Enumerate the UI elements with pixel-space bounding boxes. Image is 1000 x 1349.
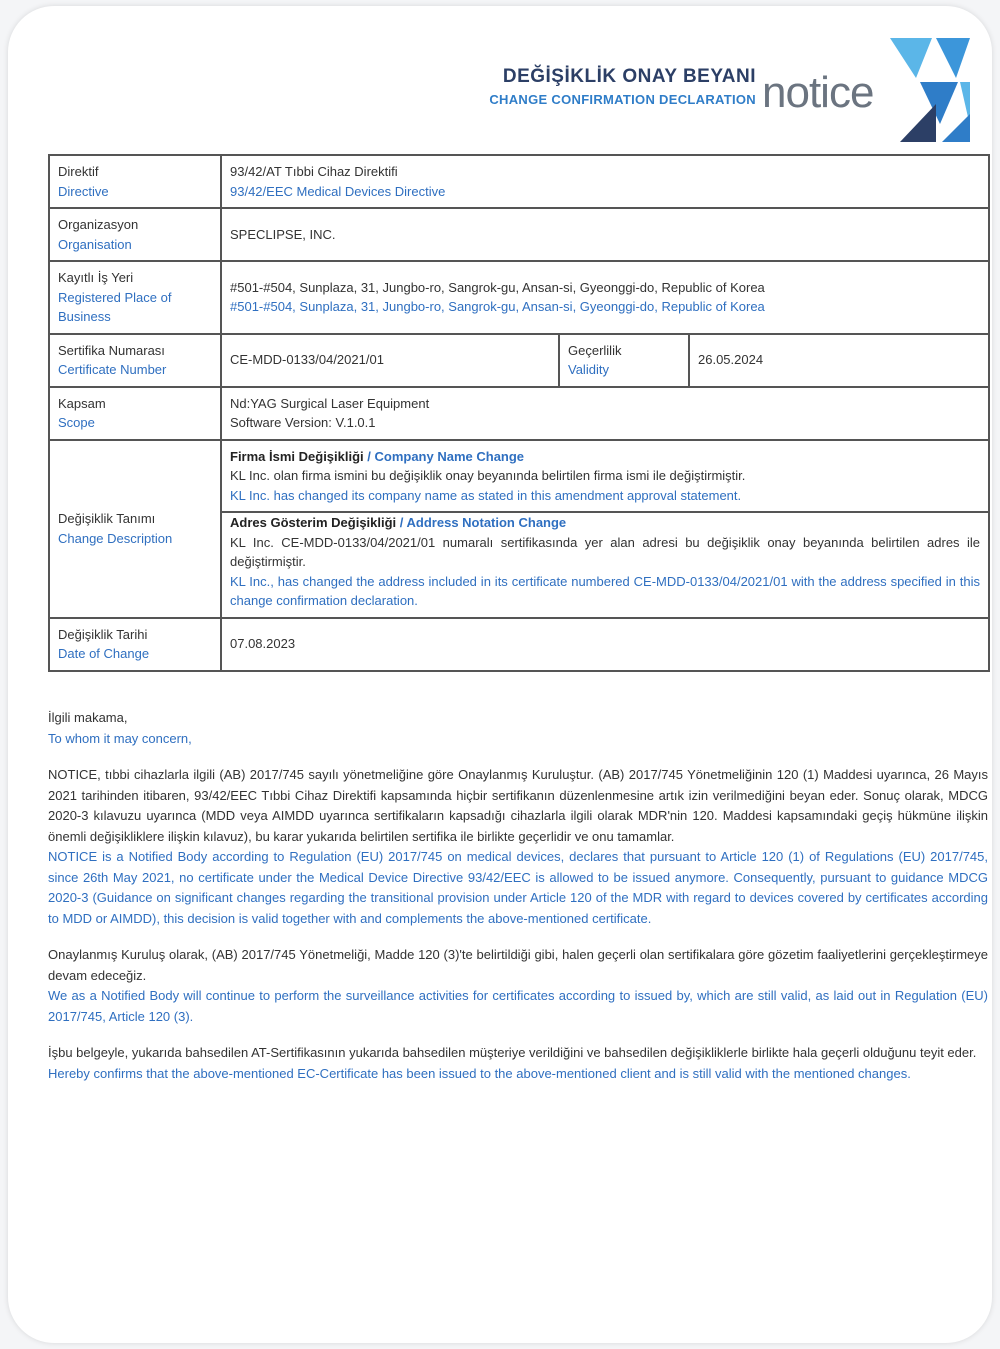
value-validity — [689, 334, 989, 387]
label-en: Organisation — [58, 236, 132, 252]
value-date-of-change — [221, 618, 989, 671]
text-tr: KL Inc. olan firma ismini bu değişiklik onay beyanında belirtilen firma ismi ile değiştirmiştir. — [230, 468, 746, 483]
logo-text: notice — [762, 68, 874, 117]
heading-en: Address Notation Change — [406, 515, 567, 530]
company-name-change — [222, 441, 988, 514]
heading-separator: / — [363, 448, 375, 464]
label-tr: Sertifika Numarası — [58, 342, 165, 358]
paragraph-confirmation — [48, 1043, 988, 1084]
document-header — [489, 66, 756, 107]
paragraph-en: We as a Notified Body will continue to perform the surveillance activities for certificates according to issued by, which are still valid, as laid out in Regulation (EU) 2017/745, Article 120 (3). — [48, 988, 988, 1024]
label-scope — [49, 387, 221, 440]
paragraph-notice — [48, 765, 988, 929]
value-registered-place — [221, 261, 989, 334]
value-tr: #501-#504, Sunplaza, 31, Jungbo-ro, Sangrok-gu, Ansan-si, Gyeonggi-do, Republic of Korea — [230, 279, 765, 295]
label-en: Change Description — [58, 530, 173, 546]
label-tr: Direktif — [58, 164, 99, 179]
label-change-description — [49, 440, 221, 618]
label-en: Certificate Number — [58, 362, 167, 377]
row-date-of-change — [49, 618, 989, 671]
greeting-tr: İlgili makama, — [48, 710, 128, 725]
document-sheet — [8, 6, 992, 1343]
paragraph-tr: NOTICE, tıbbi cihazlarla ilgili (AB) 2017/745 sayılı yönetmeliğine göre Onaylanmış Kuruluştur. (AB) 2017/745 Yönetmeliğinin 120 (1) Maddesi uyarınca, 26 Mayıs 2021 tarihinden itibaren, 93/42/EEC Tıbbi Cihaz Direktifi kapsamında hiçbir sertifikanın düzenlenmesine artık izin verilmediğini beyan eder. Sonuç olarak, MDCG 2020-3 kılavuzu uyarınca (MDD veya AIMDD uyarınca sertifikaların kapsadığı cihazlarla ilgili olarak MDR'nin 120. Maddesi kapsamındaki geçiş hükmüne ilişkin önemli değişikliklere ilişkin kılavuz), bu karar yukarıda belirtilen sertifika ile birlikte geçerlidir ve onu tamamlar. — [48, 767, 988, 844]
label-en: Directive — [58, 183, 109, 199]
paragraph-surveillance — [48, 945, 988, 1027]
text-tr: KL Inc. CE-MDD-0133/04/2021/01 numaralı sertifikasında yer alan adresi bu değişiklik onay beyanında belirtilen adres ile değiştirmiştir. — [230, 534, 981, 569]
row-scope — [49, 387, 989, 440]
text-en: KL Inc., has changed the address included in its certificate numbered CE-MDD-0133/04/2021/01 with the address specified in this change confirmation declaration. — [230, 573, 981, 608]
text-en: KL Inc. has changed its company name as stated in this amendment approval statement. — [230, 487, 742, 503]
greeting — [48, 708, 988, 749]
label-en: Registered Place of Business — [58, 289, 172, 324]
label-date-of-change — [49, 618, 221, 671]
heading-tr: Adres Gösterim Değişikliği — [230, 515, 397, 530]
label-directive — [49, 155, 221, 208]
change-date: 07.08.2023 — [230, 636, 296, 652]
paragraph-en: Hereby confirms that the above-mentioned EC-Certificate has been issued to the above-mentioned client and is still valid with the mentioned changes. — [48, 1065, 911, 1081]
value-scope — [221, 387, 989, 440]
row-directive — [49, 155, 989, 208]
label-tr: Organizasyon — [58, 217, 139, 232]
value-en: #501-#504, Sunplaza, 31, Jungbo-ro, Sangrok-gu, Ansan-si, Gyeonggi-do, Republic of Korea — [230, 299, 765, 315]
greeting-en: To whom it may concern, — [48, 730, 192, 746]
value-change-description — [221, 440, 989, 618]
heading-en: Company Name Change — [374, 448, 525, 464]
value-en: 93/42/EEC Medical Devices Directive — [230, 183, 446, 199]
row-organisation — [49, 208, 989, 261]
certificate-number: CE-MDD-0133/04/2021/01 — [230, 352, 384, 368]
organisation-name: SPECLIPSE, INC. — [230, 226, 336, 242]
label-validity — [559, 334, 689, 387]
label-en: Validity — [568, 362, 609, 377]
paragraph-tr: İşbu belgeyle, yukarıda bahsedilen AT-Sertifikasının yukarıda bahsedilen müşteriye verildiğini ve bahsedilen değişikliklerle birlikte hala geçerli olduğunu teyit eder. — [48, 1045, 977, 1061]
certificate-info-table — [48, 154, 990, 672]
row-registered-place — [49, 261, 989, 334]
label-en: Scope — [58, 415, 95, 430]
address-notation-change — [222, 507, 988, 617]
title-turkish: DEĞİŞİKLİK ONAY BEYANI — [502, 66, 756, 87]
label-tr: Değişiklik Tanımı — [58, 511, 156, 526]
title-english: CHANGE CONFIRMATION DECLARATION — [489, 92, 756, 107]
heading-tr: Firma İsmi Değişikliği — [230, 448, 364, 464]
label-certificate-number — [49, 334, 221, 387]
row-certificate — [49, 334, 989, 387]
label-tr: Kapsam — [58, 395, 106, 411]
label-tr: Geçerlilik — [568, 342, 622, 358]
logo-triangles-icon — [886, 34, 972, 144]
validity-date: 26.05.2024 — [698, 352, 764, 368]
label-en: Date of Change — [58, 646, 150, 661]
paragraph-en: NOTICE is a Notified Body according to Regulation (EU) 2017/745 on medical devices, declares that pursuant to Article 120 (1) of Regulations (EU) 2017/745, since 26th May 2021, no certificate under the Medical Device Directive 93/42/EEC is allowed to be issued anymore. Consequently, pursuant to guidance MDCG 2020-3 (Guidance on significant changes regarding the transitional provision under Article 120 of the MDR with regard to devices covered by certificates according to MDD or AIMDD), this decision is valid together with and complements the above-mentioned certificate. — [48, 849, 988, 926]
notice-logo — [762, 34, 972, 146]
paragraph-tr: Onaylanmış Kuruluş olarak, (AB) 2017/745 Yönetmeliği, Madde 120 (3)'te belirtildiği gibi, halen geçerli olan sertifikalara göre gözetim faaliyetlerini gerçekleştirmeye devam edeceğiz. — [48, 947, 988, 983]
value-organisation — [221, 208, 989, 261]
value-tr: 93/42/AT Tıbbi Cihaz Direktifi — [230, 164, 398, 179]
label-tr: Kayıtlı İş Yeri — [58, 270, 134, 285]
value-certificate-number — [221, 334, 559, 387]
declaration-body — [48, 708, 988, 1101]
label-organisation — [49, 208, 221, 261]
heading-separator: / — [396, 515, 407, 530]
label-tr: Değişiklik Tarihi — [58, 626, 148, 642]
value-directive — [221, 155, 989, 208]
row-change-description — [49, 440, 989, 618]
label-registered-place — [49, 261, 221, 334]
scope-device: Nd:YAG Surgical Laser Equipment — [230, 395, 430, 411]
scope-software: Software Version: V.1.0.1 — [230, 415, 376, 430]
